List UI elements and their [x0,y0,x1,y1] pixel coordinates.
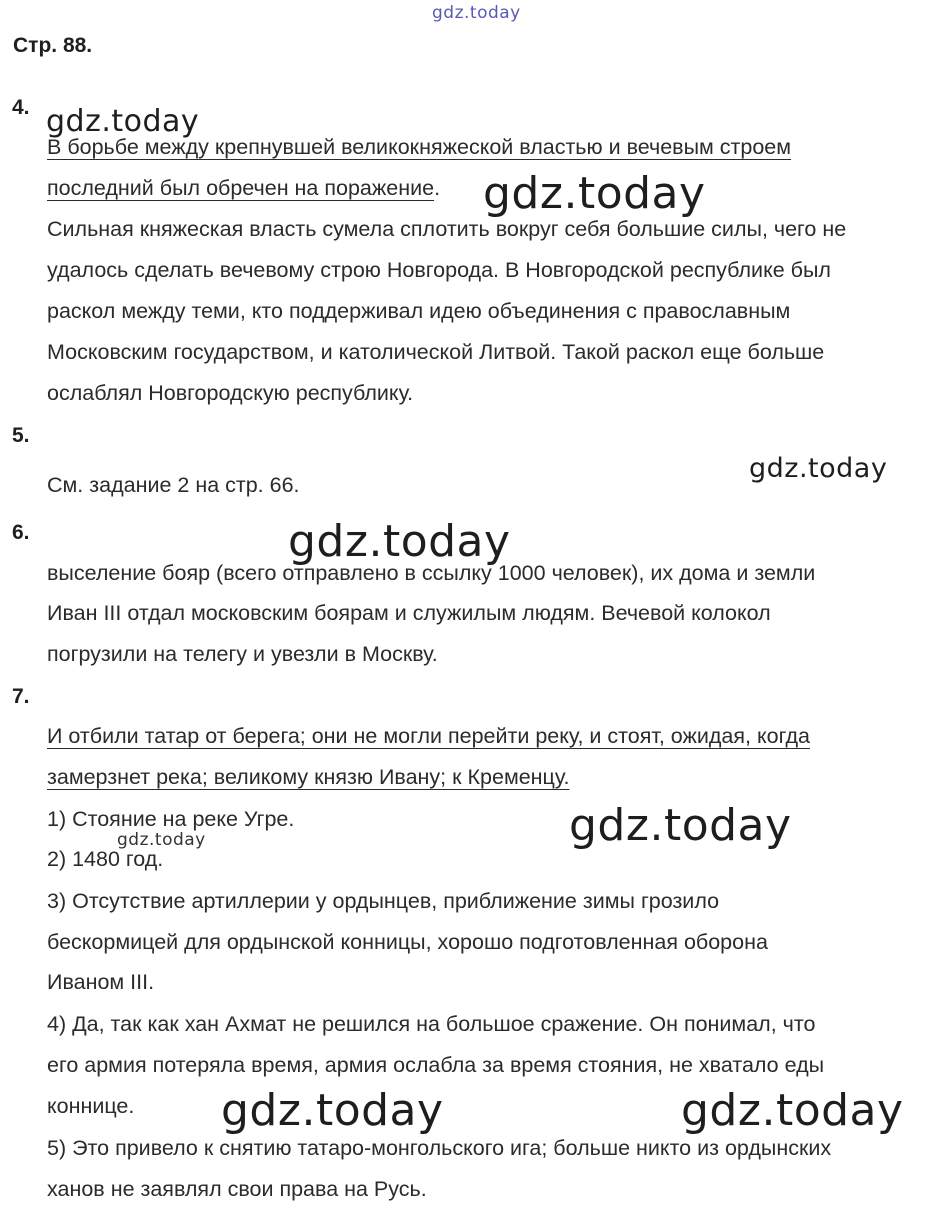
watermark: gdz.today [221,1085,444,1136]
page-title: Стр. 88. [13,34,93,57]
task-number-5: 5. [12,424,30,447]
task4-line: ослаблял Новгородскую республику. [47,381,414,405]
task-number-7: 7. [12,685,30,708]
task7-answer-1: 1) Стояние на реке Угре. [47,807,295,831]
task7-answer-3-cont: Иваном III. [47,970,155,994]
watermark: gdz.today [569,800,792,851]
task4-line: раскол между теми, кто поддерживал идею объединения с православным [47,299,791,323]
task4-line: Сильная княжеская власть сумела сплотить вокруг себя большие силы, чего не [47,217,847,241]
watermark: gdz.today [681,1085,904,1136]
task4-line: Московским государством, и католической Литвой. Такой раскол еще больше [47,340,825,364]
task6-line: выселение бояр (всего отправлено в ссылку 1000 человек), их дома и земли [47,561,816,585]
task7-underlined-line-2: замерзнет река; великому князю Ивану; к Кременцу. [47,765,570,789]
watermark: gdz.today [483,168,706,219]
watermark-top: gdz.today [432,3,521,23]
task4-line: удалось сделать вечевому строю Новгорода. В Новгородской республике был [47,258,831,282]
task7-answer-5: 5) Это привело к снятию татаро-монгольского ига; больше никто из ордынских [47,1136,832,1160]
task6-line: Иван III отдал московским боярам и служилым людям. Вечевой колокол [47,601,771,625]
watermark: gdz.today [117,830,206,850]
task7-answer-3-cont: бескормицей для ордынской конницы, хорошо подготовленная оборона [47,930,768,954]
task4-underlined-line-1: В борьбе между крепнувшей великокняжеской властью и вечевым строем [47,135,792,159]
task-number-4: 4. [12,96,30,119]
task7-answer-2: 2) 1480 год. [47,847,164,871]
task4-underlined-line-2-wrap [47,175,440,201]
task7-answer-4: 4) Да, так как хан Ахмат не решился на большое сражение. Он понимал, что [47,1012,816,1036]
task7-answer-5-cont: ханов не заявлял свои права на Русь. [47,1177,427,1201]
watermark: gdz.today [46,104,200,139]
task5-line: См. задание 2 на стр. 66. [47,473,300,497]
task7-underlined-line-1: И отбили татар от берега; они не могли перейти реку, и стоят, ожидая, когда [47,724,810,748]
task7-answer-4-cont: коннице. [47,1094,135,1118]
task4-underlined-line-2: последний был обречен на поражение [47,176,435,200]
watermark: gdz.today [749,453,888,484]
watermark: gdz.today [288,516,511,567]
task4-period: . [434,176,441,200]
task7-answer-4-cont: его армия потеряла время, армия ослабла за время стояния, не хватало еды [47,1053,825,1077]
task7-answer-3: 3) Отсутствие артиллерии у ордынцев, приближение зимы грозило [47,889,720,913]
task6-line: погрузили на телегу и увезли в Москву. [47,642,438,666]
task-number-6: 6. [12,521,30,544]
